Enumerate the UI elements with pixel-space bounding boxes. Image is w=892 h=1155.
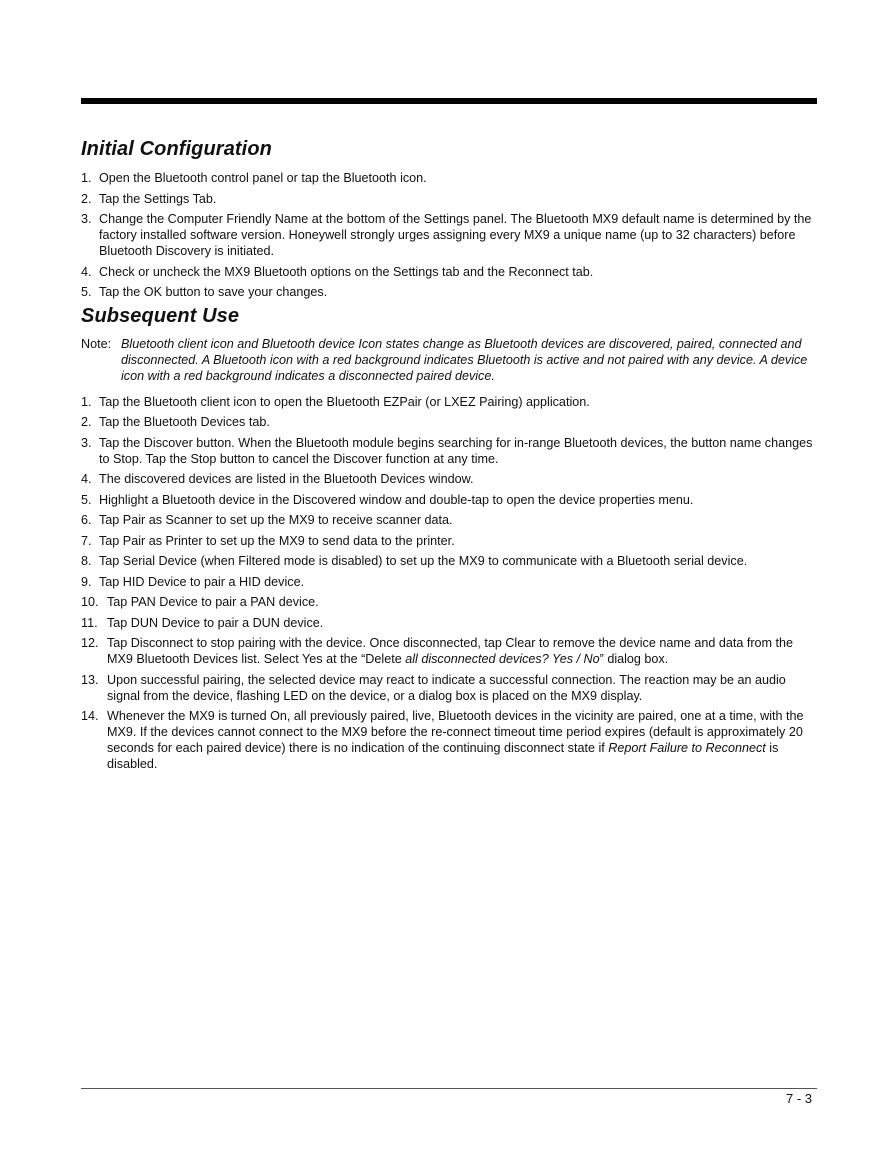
step-text: Tap the OK button to save your changes.	[99, 285, 328, 299]
page-content	[81, 138, 817, 777]
list-item	[81, 672, 817, 704]
list-item	[81, 191, 817, 207]
top-rule	[81, 98, 817, 104]
list-item	[81, 553, 817, 569]
step-text: Tap the Bluetooth Devices tab.	[99, 415, 270, 429]
step-text: Upon successful pairing, the selected device may react to indicate a successful connection. The reaction may be an audio signal from the device, flashing LED on the device, or a dialog box is placed on the MX9 display.	[107, 672, 786, 703]
step-number: 1.	[81, 171, 92, 185]
step-text: Change the Computer Friendly Name at the bottom of the Settings panel. The Bluetooth MX9 default name is determined by the factory installed software version. Honeywell strongly urges assigning every MX9 a unique name (up to 32 characters) before Bluetooth Discovery is initiated.	[99, 212, 812, 258]
subsequent-use-steps-continued	[81, 594, 817, 772]
footer-rule	[81, 1088, 817, 1089]
step-number: 3.	[81, 435, 92, 450]
note-text: Bluetooth client icon and Bluetooth device Icon states change as Bluetooth devices are discovered, paired, connected and disconnected. A Bluetooth icon with a red background indicates Bluetooth is active and not paired with any device. A device icon with a red background indicates a disconnected paired device.	[121, 336, 808, 383]
list-item	[81, 594, 817, 610]
note-label: Note:	[81, 336, 112, 351]
step-text: Tap the Bluetooth client icon to open the Bluetooth EZPair (or LXEZ Pairing) application.	[99, 394, 590, 409]
step-text: Highlight a Bluetooth device in the Discovered window and double-tap to open the device properties menu.	[99, 492, 694, 507]
initial-configuration-steps	[81, 170, 817, 300]
list-item	[81, 170, 817, 186]
step-text: Open the Bluetooth control panel or tap the Bluetooth icon.	[99, 171, 427, 185]
step-number: 9.	[81, 574, 92, 589]
step-number: 10.	[81, 595, 99, 609]
list-item	[81, 635, 817, 667]
step-text: Tap PAN Device to pair a PAN device.	[107, 595, 319, 609]
list-item	[81, 492, 817, 508]
step-number: 4.	[81, 264, 92, 279]
list-item	[81, 574, 817, 590]
step-number: 2.	[81, 191, 92, 206]
list-item	[81, 264, 817, 280]
step-number: 11.	[81, 615, 98, 630]
page-number: 7 - 3	[785, 1091, 812, 1106]
step-text-italic: all disconnected devices? Yes / No	[405, 652, 600, 666]
step-text: Tap Pair as Printer to set up the MX9 to send data to the printer.	[99, 533, 455, 548]
step-number: 8.	[81, 554, 92, 568]
step-number: 1.	[81, 394, 92, 409]
step-text-start: Whenever the MX9 is turned On, all previously paired, live, Bluetooth devices in the vicinity are paired, one at a time, with the MX9. If the devices cannot connect to the MX9 before the re-connect timeout time period expires (default is approximately 20 seconds for each paired device) there is no indication of the continuing disconnect state if	[107, 709, 804, 755]
step-text-end: is disabled.	[107, 741, 779, 771]
step-number: 3.	[81, 212, 92, 226]
step-number: 14.	[81, 709, 99, 723]
section-title-subsequent-use: Subsequent Use	[81, 304, 240, 327]
step-text: Tap DUN Device to pair a DUN device.	[107, 615, 324, 630]
step-number: 2.	[81, 415, 92, 429]
section-title-initial-configuration: Initial Configuration	[81, 138, 272, 160]
step-number: 7.	[81, 533, 92, 548]
list-item	[81, 471, 817, 487]
step-text-end: ” dialog box.	[599, 652, 669, 666]
step-number: 4.	[81, 472, 92, 486]
step-text: The discovered devices are listed in the Bluetooth Devices window.	[99, 472, 474, 486]
list-item	[81, 211, 817, 259]
list-item	[81, 284, 817, 300]
step-number: 5.	[81, 285, 92, 299]
step-text: Tap the Discover button. When the Bluetooth module begins searching for in-range Bluetooth devices, the button name changes to Stop. Tap the Stop button to cancel the Discover function at any time.	[99, 435, 813, 466]
list-item	[81, 394, 817, 410]
step-number: 6.	[81, 513, 92, 527]
step-number: 13.	[81, 672, 99, 687]
step-number: 5.	[81, 492, 92, 507]
step-text: Tap Serial Device (when Filtered mode is disabled) to set up the MX9 to communicate with a Bluetooth serial device.	[99, 554, 748, 568]
list-item	[81, 435, 817, 467]
list-item	[81, 512, 817, 528]
list-item	[81, 533, 817, 549]
subsequent-use-steps	[81, 394, 817, 590]
step-text: Tap Pair as Scanner to set up the MX9 to receive scanner data.	[99, 513, 453, 527]
step-text: Tap HID Device to pair a HID device.	[99, 574, 305, 589]
step-text-start: Tap Disconnect to stop pairing with the device. Once disconnected, tap Clear to remove the device name and data from the MX9 Bluetooth Devices list. Select Yes at the “Delete	[107, 636, 794, 666]
step-number: 12.	[81, 636, 99, 650]
step-text: Check or uncheck the MX9 Bluetooth options on the Settings tab and the Reconnect tab.	[99, 264, 594, 279]
list-item	[81, 615, 817, 631]
step-text-italic: Report Failure to Reconnect	[608, 741, 766, 755]
list-item	[81, 708, 817, 772]
step-text: Tap the Settings Tab.	[99, 191, 217, 206]
note	[81, 336, 817, 384]
list-item	[81, 414, 817, 430]
